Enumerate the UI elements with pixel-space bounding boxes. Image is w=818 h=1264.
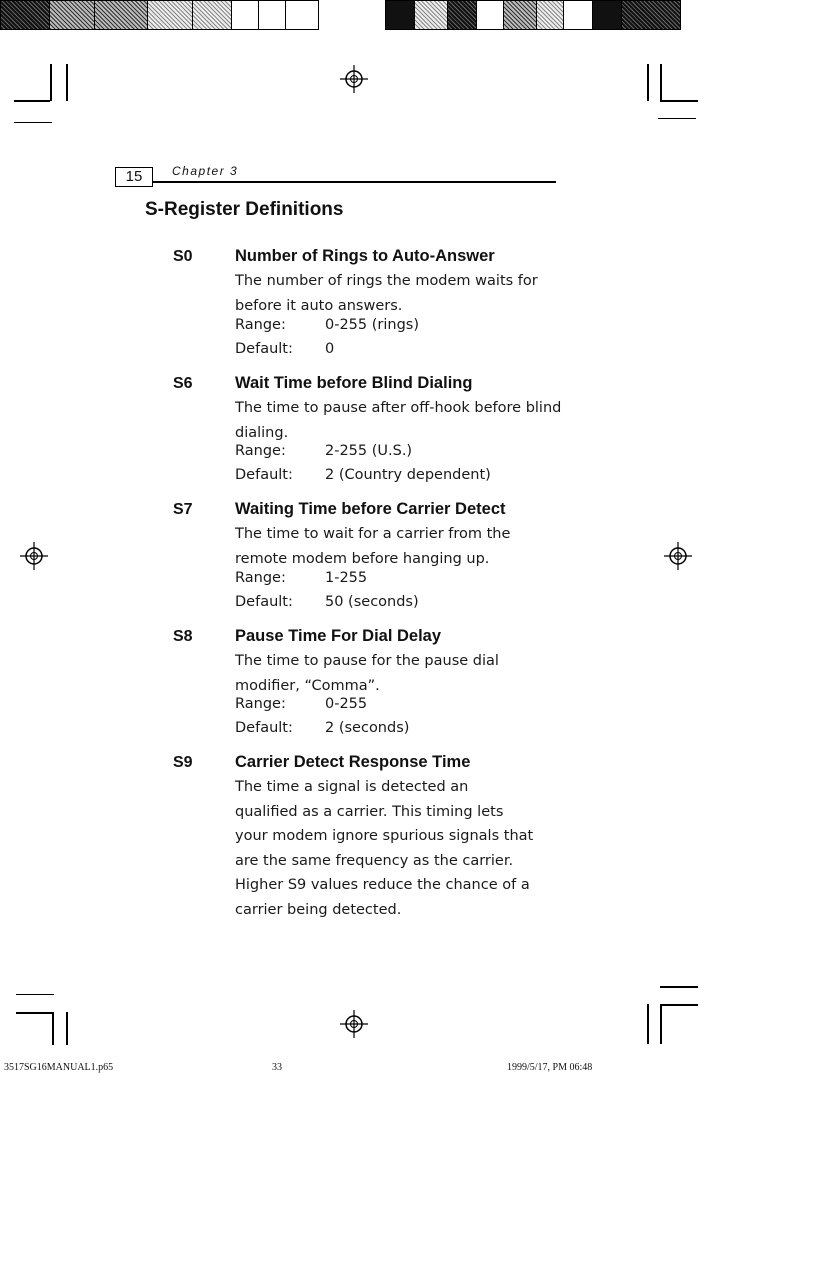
strip-cell [147, 0, 193, 30]
register-id: S0 [173, 248, 193, 265]
default-label: Default: [235, 720, 293, 736]
default-label: Default: [235, 594, 293, 610]
crosshair-target-icon [663, 541, 693, 571]
range-value: 2-255 (U.S.) [325, 443, 413, 459]
register-range [235, 570, 367, 586]
page-number: 15 [115, 167, 153, 187]
default-value: 50 (seconds) [325, 594, 419, 610]
strip-cell [414, 0, 448, 30]
register-default [235, 467, 491, 483]
strip-cell [0, 0, 50, 30]
register-id: S8 [173, 628, 193, 645]
header-rule [153, 181, 556, 183]
register-range [235, 317, 419, 333]
register-description: The time a signal is detected an qualified as a carrier. This timing lets your modem ignore spurious signals that are the same frequency as the carrier. Higher S9 values reduce the chance of a carrier being detected. [235, 779, 534, 918]
register-range [235, 443, 412, 459]
crosshair-target-icon [339, 1009, 369, 1039]
strip-cell [385, 0, 415, 30]
strip-cell [285, 0, 319, 30]
register-title: Wait Time before Blind Dialing [235, 374, 473, 392]
crop-mark [660, 100, 698, 102]
strip-cell [536, 0, 564, 30]
page-heading: S-Register Definitions [145, 199, 344, 220]
register-range [235, 696, 367, 712]
register-title: Number of Rings to Auto-Answer [235, 247, 495, 265]
range-value: 0-255 (rings) [325, 317, 419, 333]
strip-cell [476, 0, 504, 30]
register-id: S9 [173, 754, 193, 771]
strip-cell [592, 0, 622, 30]
register-description: The time to pause for the pause dial modifier, “Comma”. [235, 653, 499, 694]
crop-mark [66, 1012, 68, 1045]
crop-mark [660, 64, 662, 101]
crop-mark [14, 122, 52, 123]
strip-cell [231, 0, 259, 30]
strip-cell [49, 0, 95, 30]
crop-mark [660, 1004, 662, 1044]
footer-filename: 3517SG16MANUAL1.p65 [4, 1062, 114, 1073]
crop-mark [647, 64, 649, 101]
default-value: 2 (Country dependent) [325, 467, 491, 483]
register-id: S7 [173, 501, 193, 518]
register-description: The time to pause after off-hook before blind dialing. [235, 400, 562, 441]
register-title: Pause Time For Dial Delay [235, 627, 442, 645]
range-value: 0-255 [325, 696, 368, 712]
register-default [235, 594, 419, 610]
range-label: Range: [235, 443, 286, 459]
crop-mark [14, 100, 50, 102]
strip-cell [192, 0, 232, 30]
chapter-label: Chapter 3 [172, 164, 239, 178]
register-default [235, 341, 334, 357]
crop-mark [16, 994, 54, 995]
strip-cell [258, 0, 286, 30]
strip-cell [621, 0, 681, 30]
strip-cell [503, 0, 537, 30]
register-title: Waiting Time before Carrier Detect [235, 500, 506, 518]
default-value: 0 [325, 341, 335, 357]
footer-timestamp: 1999/5/17, PM 06:48 [507, 1062, 593, 1073]
crop-mark [52, 1012, 54, 1045]
strip-cell [563, 0, 593, 30]
register-id: S6 [173, 375, 193, 392]
range-label: Range: [235, 570, 286, 586]
default-label: Default: [235, 341, 293, 357]
strip-cell [447, 0, 477, 30]
crop-mark [658, 118, 696, 119]
default-label: Default: [235, 467, 293, 483]
default-value: 2 (seconds) [325, 720, 410, 736]
crop-mark [66, 64, 68, 101]
crosshair-target-icon [339, 64, 369, 94]
strip-cell [94, 0, 148, 30]
register-description: The time to wait for a carrier from the remote modem before hanging up. [235, 526, 511, 567]
register-description: The number of rings the modem waits for before it auto answers. [235, 273, 538, 314]
register-title: Carrier Detect Response Time [235, 753, 471, 771]
crop-mark [50, 64, 52, 101]
crop-mark [660, 986, 698, 988]
crop-mark [16, 1012, 54, 1014]
range-label: Range: [235, 696, 286, 712]
registration-strip-right [385, 0, 680, 34]
register-default [235, 720, 409, 736]
range-label: Range: [235, 317, 286, 333]
crosshair-target-icon [19, 541, 49, 571]
crop-mark [647, 1004, 649, 1044]
registration-strip-left [0, 0, 318, 34]
crop-mark [660, 1004, 698, 1006]
footer-page: 33 [272, 1062, 282, 1073]
range-value: 1-255 [325, 570, 368, 586]
